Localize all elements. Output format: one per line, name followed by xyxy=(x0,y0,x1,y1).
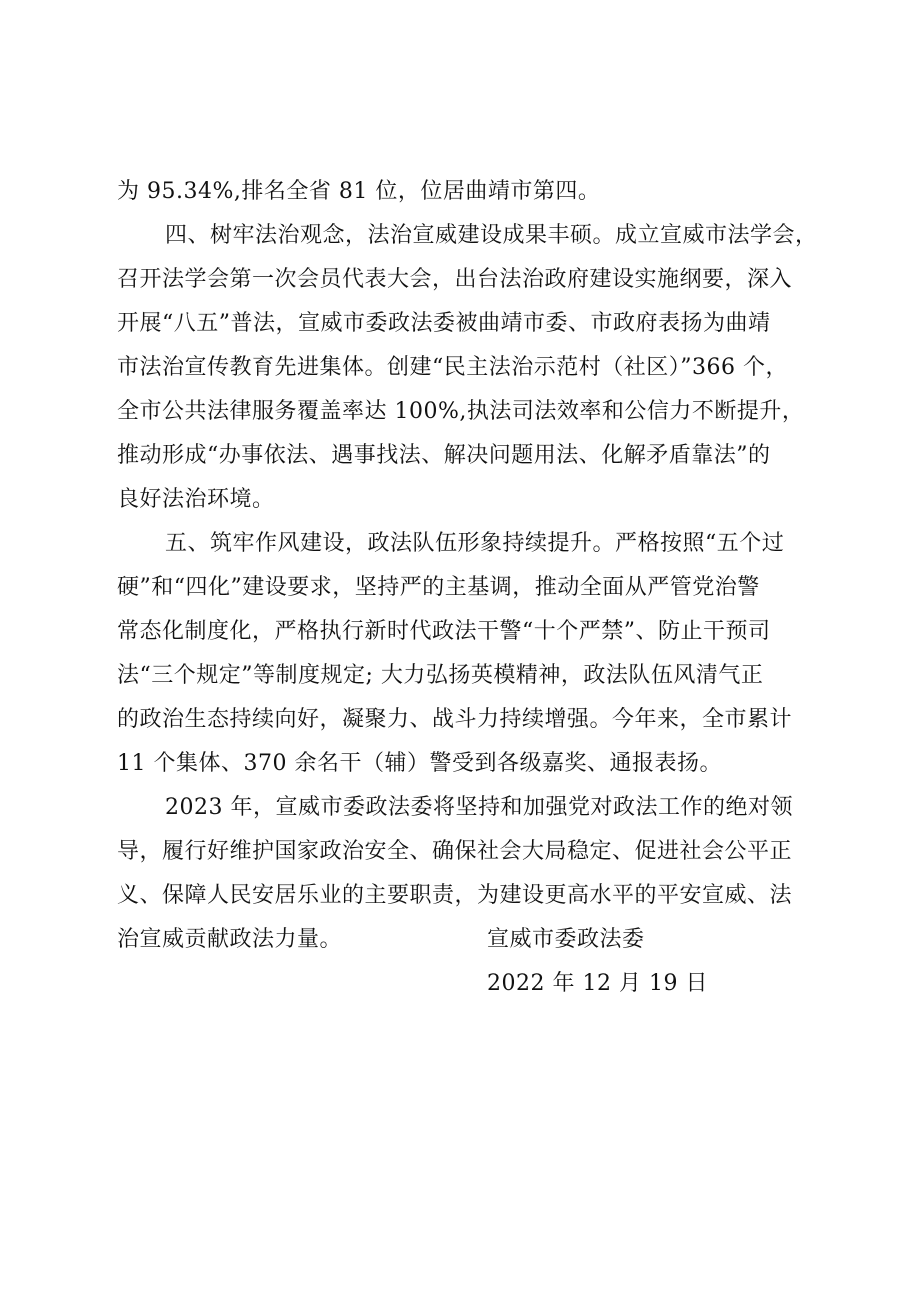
text-line: 市法治宣传教育先进集体。创建“民主法治示范村（社区）”366 个， xyxy=(117,355,788,380)
text-line: 全市公共法律服务覆盖率达 100%,执法司法效率和公信力不断提升， xyxy=(117,399,805,424)
text-line: 的政治生态持续向好，凝聚力、战斗力持续增强。今年来，全市累计 xyxy=(117,707,793,732)
text-line: 硬”和“四化”建设要求，坚持严的主基调，推动全面从严管党治警 xyxy=(117,575,760,600)
text-line: 法“三个规定”等制度规定; 大力弘扬英模精神，政法队伍风清气正 xyxy=(117,663,764,688)
text-line: 11 个集体、370 余名干（辅）警受到各级嘉奖、通报表扬。 xyxy=(117,751,722,776)
signature-org: 宣威市委政法委 xyxy=(487,927,645,952)
text-line: 五、筑牢作风建设，政法队伍形象持续提升。严格按照“五个过 xyxy=(165,531,785,556)
signature-date: 2022 年 12 月 19 日 xyxy=(487,971,708,996)
text-line: 义、保障人民安居乐业的主要职责，为建设更高水平的平安宣威、法 xyxy=(117,883,793,908)
text-line: 导，履行好维护国家政治安全、确保社会大局稳定、促进社会公平正 xyxy=(117,839,793,864)
text-line: 2023 年，宣威市委政法委将坚持和加强党对政法工作的绝对领 xyxy=(165,795,793,820)
text-line: 常态化制度化，严格执行新时代政法干警“十个严禁”、防止干预司 xyxy=(117,619,771,644)
text-line: 开展“八五”普法，宣威市委政法委被曲靖市委、市政府表扬为曲靖 xyxy=(117,311,771,336)
text-line: 四、树牢法治观念，法治宣威建设成果丰硕。成立宣威市法学会， xyxy=(165,223,818,248)
text-line: 召开法学会第一次会员代表大会，出台法治政府建设实施纲要，深入 xyxy=(117,267,793,292)
text-line: 为 95.34%,排名全省 81 位，位居曲靖市第四。 xyxy=(117,179,601,204)
text-line: 推动形成“办事依法、遇事找法、解决问题用法、化解矛盾靠法”的 xyxy=(117,443,771,468)
text-line: 治宣威贡献政法力量。 xyxy=(117,927,343,952)
text-line: 良好法治环境。 xyxy=(117,487,275,512)
